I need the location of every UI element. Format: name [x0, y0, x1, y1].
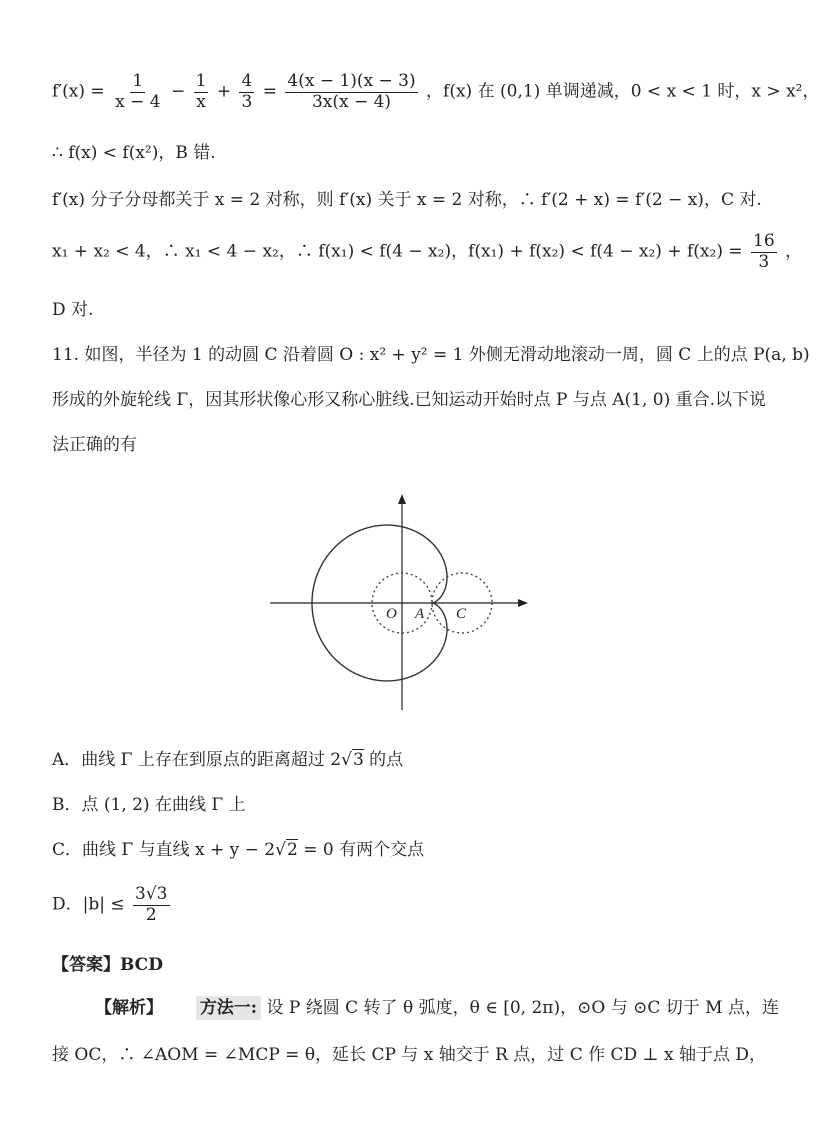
x-axis-arrow: [518, 599, 528, 607]
option-c: C．曲线 Γ 与直线 x + y − 2√2 = 0 有两个交点: [52, 840, 425, 860]
fraction: $\frac{4}{3}$: [241, 71, 253, 112]
analysis-line-1: 【解析】 方法一: 设 P 绕圆 C 转了 θ 弧度，θ ∈ [0, 2π)，⊙O 与 ⊙C 切于 M 点，连: [95, 998, 779, 1018]
question-line: 法正确的有: [52, 435, 137, 455]
text-line: ∴ f(x) < f(x²)，B 错.: [52, 143, 216, 163]
analysis-line-2: 接 OC，∴ ∠AOM = ∠MCP = θ，延长 CP 与 x 轴交于 R 点，过 C 作 CD ⊥ x 轴于点 D，: [52, 1045, 766, 1065]
inequality-line: x₁ + x₂ < 4，∴ x₁ < 4 − x₂，∴ f(x₁) < f(4 − x₂)，f(x₁) + f(x₂) < f(4 − x₂) + f(x₂) = $\frac{16}{3}$ ，: [52, 231, 803, 272]
option-b: B．点 (1, 2) 在曲线 Γ 上: [52, 795, 246, 815]
fraction: $\frac{1}{x - 4}$: [115, 71, 161, 112]
label-a: A: [415, 606, 425, 622]
derivative-line: f′(x) = $\frac{1}{x - 4}$ − $\frac{1}{x}$ + $\frac{4}{3}$ = $\frac{4(x - 1)(x - 3)}{3x(x - 4)}$ ，f(x) 在 (0,1) 单调递减，0 < x < 1 时，x > x²，: [52, 71, 819, 112]
fraction: $\frac{16}{3}$: [753, 231, 775, 272]
question-line: 形成的外旋轮线 Γ，因其形状像心形又称心脏线.已知运动开始时点 P 与点 A(1, 0) 重合.以下说: [52, 390, 767, 410]
y-axis-arrow: [398, 494, 406, 504]
answer: 【答案】BCD: [52, 955, 163, 975]
cardioid-figure: [260, 490, 540, 715]
text-line: f′(x) 分子分母都关于 x = 2 对称，则 f′(x) 关于 x = 2 对称，∴ f′(2 + x) = f′(2 − x)，C 对.: [52, 190, 762, 210]
option-d: D．|b| ≤ $\frac{3√3}{2}$: [52, 884, 168, 925]
method-tag: 方法一:: [196, 996, 261, 1020]
option-a: A．曲线 Γ 上存在到原点的距离超过 2√3 的点: [52, 750, 404, 770]
fraction: $\frac{4(x - 1)(x - 3)}{3x(x - 4)}$: [287, 71, 416, 112]
fraction: $\frac{3√3}{2}$: [135, 884, 168, 925]
fraction: $\frac{1}{x}$: [195, 71, 207, 112]
label-c: C: [456, 606, 467, 622]
label-o: O: [386, 606, 397, 622]
text-line: D 对.: [52, 300, 94, 320]
question-line: 11. 如图，半径为 1 的动圆 C 沿着圆 O : x² + y² = 1 外侧无滑动地滚动一周，圆 C 上的点 P(a, b): [52, 345, 810, 365]
